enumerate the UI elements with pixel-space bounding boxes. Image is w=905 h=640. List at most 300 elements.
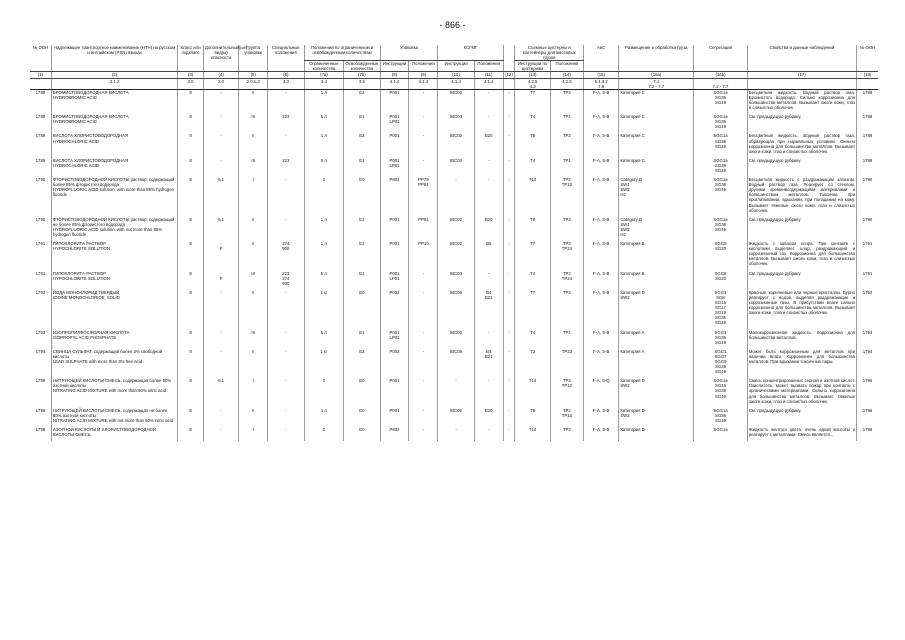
cell-packing-instruction: P002 xyxy=(380,290,409,326)
cell-tank-provision: TP33 xyxy=(550,349,583,374)
cell-un-number: 1790 xyxy=(35,177,46,183)
cell-un-number: 1788 xyxy=(35,114,46,120)
spacer-cell xyxy=(409,437,438,441)
cell-segregation: SGG1a SG36 SG49 xyxy=(694,158,748,173)
column-number-11: (10) xyxy=(438,72,474,78)
cell-ems: F-A, S-B xyxy=(583,114,618,129)
cell-packing-provision: - xyxy=(409,271,438,286)
row-spacer xyxy=(30,437,878,441)
cell-limited-quantity: 0 xyxy=(304,427,344,437)
header-excepted-qty: Освобожденные количества xyxy=(345,61,379,72)
table-row xyxy=(30,114,878,129)
spacer-cell xyxy=(619,437,694,441)
cell-col-12: - xyxy=(503,89,515,110)
table-row xyxy=(30,408,878,423)
spacer-cell xyxy=(694,437,748,441)
cell-limited-quantity: 5 л xyxy=(304,330,344,345)
cell-ibc-provision: - xyxy=(474,378,503,403)
cell-packing-provision: PP10 xyxy=(409,241,438,266)
cell-shipping-name: ИЗОПРОПИЛФОСФОРНАЯ КИСЛОТА ISOPROPYL ACID PHOSPHATE xyxy=(51,330,177,345)
cell-special-provisions: - xyxy=(268,89,304,110)
cell-packing-provision: - xyxy=(409,330,438,345)
header-limited-excepted: Положения по ограниченным и освобожденным количествам xyxy=(304,45,380,61)
cell-tank-provision: TP2 TP13 xyxy=(550,177,583,213)
cell-excepted-quantity: E2 xyxy=(344,241,380,266)
header-packaging: Упаковка xyxy=(380,45,438,61)
cell-shipping-name: НИТРУЮЩЕЙ КИСЛОТЫ СМЕСЬ, содержащая не более 50% азотной кислоты NITRATING ACID MIXTURE with not more than 50% nitric acid xyxy=(51,408,177,423)
cell-subsidiary-hazard: - xyxy=(203,133,238,153)
cell-un-number-right: 1791 xyxy=(856,241,878,266)
spacer-cell xyxy=(438,437,474,441)
cell-properties: Может быть коррозионным для металлов при наличии влаги. Коррозионен для большинства металлов. При вдыхании токсичные пары. xyxy=(747,349,856,374)
spacer-cell xyxy=(583,437,618,441)
table-row xyxy=(30,427,878,437)
reference-top-12: 4.1.4 xyxy=(474,78,503,84)
cell-packing-provision: - xyxy=(409,408,438,423)
cell-un-number: 1798 xyxy=(35,427,46,432)
cell-properties: См. предыдущую рубрику. xyxy=(747,158,856,173)
header-subsidiary-hazard: Дополнительный(ые) вид(ы) опасности xyxy=(203,45,238,72)
cell-ibc-provision: B4 B21 xyxy=(474,349,503,374)
cell-subsidiary-hazard: - P xyxy=(203,271,238,286)
reference-bottom-16: 7.8 xyxy=(583,84,618,90)
cell-packing-instruction: P001 xyxy=(380,217,409,237)
cell-ibc-instruction: IBC03 xyxy=(438,114,474,129)
cell-class: 8 xyxy=(178,427,204,437)
column-number-13: (12) xyxy=(503,72,515,78)
cell-ibc-instruction: IBC08 xyxy=(438,349,474,374)
spacer-cell xyxy=(51,437,177,441)
header-class: Класс или подкласс xyxy=(178,45,204,72)
cell-ems: F-A, S-B xyxy=(583,89,618,110)
table-row xyxy=(30,378,878,403)
cell-limited-quantity: 1 кг xyxy=(304,290,344,326)
cell-limited-quantity: 1 л xyxy=(304,217,344,237)
cell-ibc-instruction: - xyxy=(438,378,474,403)
table-body xyxy=(30,89,878,441)
reference-top-11: 4.1.4 xyxy=(438,78,474,84)
cell-limited-quantity: 1 л xyxy=(304,89,344,110)
table-row xyxy=(30,158,878,173)
cell-packing-provision: - xyxy=(409,158,438,173)
spacer-cell xyxy=(550,437,583,441)
reference-top-7: 3.4 xyxy=(304,78,344,84)
cell-packing-instruction: P001 xyxy=(380,241,409,266)
table-row xyxy=(30,271,878,286)
column-number-14: (13) xyxy=(515,72,550,78)
spacer-cell xyxy=(380,437,409,441)
cell-subsidiary-hazard: 6.1 xyxy=(203,217,238,237)
cell-stowage: Категория A xyxy=(619,330,694,345)
cell-col-12: - xyxy=(503,427,515,437)
column-number-6: (6) xyxy=(268,72,304,78)
cell-ibc-provision: B4 B21 xyxy=(474,290,503,326)
cell-un-number-right: 1796 xyxy=(856,408,878,423)
cell-ibc-instruction: IBC03 xyxy=(438,271,474,286)
cell-packing-instruction: P001 xyxy=(380,133,409,153)
cell-tank-instruction: T4 xyxy=(515,114,550,129)
cell-segregation: SGG8 SG20 xyxy=(694,241,748,266)
cell-subsidiary-hazard: 5.1 xyxy=(203,378,238,403)
cell-un-number-right: 1798 xyxy=(856,427,878,437)
cell-ibc-instruction: IBC02 xyxy=(438,217,474,237)
cell-ems: F-A, S-B xyxy=(583,330,618,345)
cell-packing-group: III xyxy=(239,330,268,345)
reference-top-8: 3.5 xyxy=(344,78,380,84)
cell-col-12: - xyxy=(503,133,515,153)
cell-segregation: SGG1a SG16 SG36 SG49 xyxy=(694,378,748,403)
cell-excepted-quantity: E2 xyxy=(344,349,380,374)
cell-tank-provision: TP2 xyxy=(550,133,583,153)
cell-subsidiary-hazard: - xyxy=(203,89,238,110)
cell-ibc-provision: - xyxy=(474,330,503,345)
spacer-cell xyxy=(515,437,550,441)
cell-tank-provision: TP1 xyxy=(550,158,583,173)
cell-tank-provision: TP2 xyxy=(550,290,583,326)
cell-segregation: SGG1 SG36 SG49 xyxy=(694,330,748,345)
cell-subsidiary-hazard: - xyxy=(203,290,238,326)
cell-un-number-right: 1789 xyxy=(856,133,878,153)
spacer-cell xyxy=(304,437,344,441)
cell-ems: F-A, S-B xyxy=(583,241,618,266)
cell-ems: F-A, S-B xyxy=(583,217,618,237)
cell-ibc-provision: - xyxy=(474,427,503,437)
cell-packing-group: II xyxy=(239,89,268,110)
cell-subsidiary-hazard: - xyxy=(203,330,238,345)
cell-packing-instruction: P001 xyxy=(380,408,409,423)
cell-ems: F-A, S-B xyxy=(583,177,618,213)
header-packing-group: Группа упаковки xyxy=(239,45,268,72)
cell-ems: F-A, S-B xyxy=(583,408,618,423)
cell-limited-quantity: 0 xyxy=(304,378,344,403)
cell-excepted-quantity: E1 xyxy=(344,330,380,345)
cell-packing-provision: PP79 PP81 xyxy=(409,177,438,213)
reference-top-9: 4.1.4 xyxy=(380,78,409,84)
header-ibc: КСГМГ xyxy=(438,45,503,61)
cell-ibc-provision: B20 xyxy=(474,408,503,423)
cell-class: 8 xyxy=(178,177,204,213)
cell-tank-instruction: T7 xyxy=(515,241,550,266)
cell-packing-instruction: P001 LP01 xyxy=(380,158,409,173)
cell-tank-instruction: T3 xyxy=(515,349,550,374)
header-un-number: № ООН xyxy=(30,45,51,72)
cell-special-provisions: 223 xyxy=(268,158,304,173)
cell-stowage: Категория C xyxy=(619,89,694,110)
cell-shipping-name: АЗОТНОЙ КИСЛОТЫ И ХЛОРИСТОВОДОРОДНОЙ КИСЛОТЫ СМЕСЬ xyxy=(51,427,177,437)
column-number-10: (9) xyxy=(409,72,438,78)
cell-subsidiary-hazard: - xyxy=(203,427,238,437)
cell-packing-group: III xyxy=(239,158,268,173)
cell-stowage: Категория D xyxy=(619,427,694,437)
cell-ibc-provision: - xyxy=(474,158,503,173)
cell-tank-instruction: T7 xyxy=(515,290,550,326)
cell-un-number-right: 1792 xyxy=(856,290,878,326)
cell-excepted-quantity: E2 xyxy=(344,133,380,153)
cell-tank-instruction: T10 xyxy=(515,427,550,437)
cell-packing-provision: - xyxy=(409,89,438,110)
cell-subsidiary-hazard: - xyxy=(203,114,238,129)
cell-segregation: SGG8 SG20 xyxy=(694,271,748,286)
cell-excepted-quantity: E1 xyxy=(344,158,380,173)
cell-special-provisions: - xyxy=(268,133,304,153)
cell-stowage: Category D SW1 SW2 H2 xyxy=(619,177,694,213)
cell-un-number-right: 1793 xyxy=(856,330,878,345)
cell-ibc-instruction: - xyxy=(438,177,474,213)
cell-col-12: - xyxy=(503,271,515,286)
cell-col-12: - xyxy=(503,217,515,237)
cell-packing-provision: - xyxy=(409,427,438,437)
header-name: Надлежащее транспортное наименование (НТН) на русском и английском (PSN) языках xyxy=(51,45,177,72)
cell-class: 8 xyxy=(178,158,204,173)
column-number-8: (7b) xyxy=(344,72,380,78)
cell-tank-provision: TP2 TP24 xyxy=(550,241,583,266)
header-row-1 xyxy=(30,45,878,61)
cell-packing-provision: - xyxy=(409,133,438,153)
cell-packing-group: III xyxy=(239,271,268,286)
cell-stowage: Категория A xyxy=(619,349,694,374)
cell-packing-provision: PP81 xyxy=(409,217,438,237)
table-row xyxy=(30,89,878,110)
cell-segregation: SGG1a SG36 SG49 xyxy=(694,177,748,213)
cell-ibc-instruction: IBC02 xyxy=(438,408,474,423)
cell-properties: Бесцветная жидкость. Водный раствор газа. Бромистого водорода. Сильно коррозионна для большинства металлов. Вызывает ожоги кожи, глаз и слизистых оболочек. xyxy=(748,89,855,111)
column-number-17: (16a) xyxy=(619,72,694,78)
spacer-cell xyxy=(30,437,51,441)
cell-stowage: Категория B xyxy=(619,241,694,266)
cell-col-12: - xyxy=(503,290,515,326)
cell-special-provisions: - xyxy=(268,349,304,374)
cell-ems: F-A, S-B xyxy=(583,427,618,437)
cell-un-number: 1794 xyxy=(35,348,46,354)
cell-ibc-provision: - xyxy=(474,271,503,286)
table-row xyxy=(30,177,878,213)
cell-segregation: SGG1a SG36 SG49 xyxy=(694,114,748,129)
cell-special-provisions: - xyxy=(268,177,304,213)
column-number-19: (17) xyxy=(747,72,856,78)
cell-un-number: 1790 xyxy=(35,216,46,222)
cell-properties: См. предыдущую рубрику. xyxy=(747,114,856,129)
cell-tank-provision: TP2 TP24 xyxy=(550,271,583,286)
reference-bottom-18: 7.2 - 7.7 xyxy=(694,84,748,90)
cell-special-provisions: - xyxy=(268,290,304,326)
cell-stowage: Category D SW1 SW2 H2 xyxy=(619,217,694,237)
cell-special-provisions: - xyxy=(268,217,304,237)
cell-subsidiary-hazard: 6.1 xyxy=(203,177,238,213)
cell-ems: F-A, S-Q xyxy=(583,378,618,403)
header-col-12 xyxy=(503,45,515,72)
cell-class: 8 xyxy=(178,378,204,403)
cell-limited-quantity: 0 xyxy=(304,177,344,213)
cell-properties: Красные, коричневые или черные кристаллы. Бурно реагирует с водой, выделяя раздражающие и коррозионные газы. В присутствии влаги сильно коррозионна для большинства металлов. Вызывает ожоги кожи, глаз и слизистых оболочек. xyxy=(747,290,856,326)
cell-special-provisions: - xyxy=(268,427,304,437)
table-row xyxy=(30,133,878,153)
cell-properties: Смесь концентрированных серной и азотной кислот. Окислитель, может вызвать пожар при контакте с органическими материалами. Сильно коррозионна для большинства металлов. Вызывает тяжелые ожоги кожи, глаз и слизистых оболочек. xyxy=(748,378,855,404)
cell-shipping-name: КИСЛОТА ХЛОРИСТОВОДОРОДНАЯ HYDROCHLORIC ACID xyxy=(51,133,177,153)
header-special-provisions: Специальные положения xyxy=(268,45,304,72)
cell-tank-provision: TP2 TP13 xyxy=(550,408,583,423)
cell-packing-provision: - xyxy=(409,114,438,129)
cell-ems: F-A, S-B xyxy=(583,290,618,326)
header-segregation: Сегрегация xyxy=(694,45,748,72)
cell-un-number: 1789 xyxy=(35,157,46,163)
cell-packing-group: II xyxy=(239,133,268,153)
cell-un-number: 1796 xyxy=(35,378,46,384)
reference-top-14: 4.2.5 xyxy=(515,78,550,84)
column-number-4: (4) xyxy=(203,72,238,78)
cell-ibc-provision: B20 xyxy=(474,133,503,153)
page-number: - 866 - xyxy=(439,20,466,30)
cell-ibc-instruction: IBC02 xyxy=(438,241,474,266)
cell-packing-group: I xyxy=(239,378,268,403)
cell-tank-instruction: T8 xyxy=(515,217,550,237)
cell-col-12: - xyxy=(503,408,515,423)
spacer-cell xyxy=(474,437,503,441)
cell-subsidiary-hazard: - P xyxy=(203,241,238,266)
cell-un-number: 1796 xyxy=(35,407,46,413)
table-row xyxy=(30,217,878,237)
cell-packing-provision: - xyxy=(409,349,438,374)
cell-stowage: Категория C xyxy=(619,158,694,173)
cell-packing-instruction: P001 xyxy=(380,89,409,110)
cell-tank-provision: TP2 xyxy=(550,89,583,110)
cell-limited-quantity: 1 л xyxy=(304,133,344,153)
column-number-7: (7a) xyxy=(304,72,344,78)
header-stowage: Размещение и обработка груза xyxy=(619,45,694,72)
reference-top-10: 4.1.4 xyxy=(409,78,438,84)
cell-packing-group: II xyxy=(239,217,268,237)
cell-class: 8 xyxy=(178,114,204,129)
cell-col-12: - xyxy=(503,241,515,266)
cell-shipping-name: ФТОРИСТОВОДОРОДНОЙ КИСЛОТЫ раствор, содержащий не более 85% фтористого водорода HYDROFLUORIC ACID solution, with not more than 85% hydrogen fluoride xyxy=(51,217,177,237)
cell-tank-instruction: T4 xyxy=(515,158,550,173)
cell-limited-quantity: 5 л xyxy=(304,271,344,286)
spacer-cell xyxy=(856,437,878,441)
cell-ibc-instruction: - xyxy=(438,427,474,437)
table-row xyxy=(30,290,878,326)
table-row xyxy=(30,349,878,374)
cell-tank-instruction: T4 xyxy=(515,330,550,345)
cell-ibc-instruction: IBC08 xyxy=(438,290,474,326)
reference-top-15: 4.2.5 xyxy=(550,78,583,84)
column-number-2: (2) xyxy=(51,72,177,78)
header-ibc-instructions: Инструкции xyxy=(438,61,474,72)
cell-ems: F-A, S-B xyxy=(583,133,618,153)
cell-class: 8 xyxy=(178,349,204,374)
cell-packing-group: I xyxy=(239,177,268,213)
cell-excepted-quantity: E0 xyxy=(344,378,380,403)
header-ibc-provisions: Положения xyxy=(474,61,503,72)
cell-excepted-quantity: E0 xyxy=(344,290,380,326)
cell-class: 8 xyxy=(178,330,204,345)
column-number-20: (18) xyxy=(856,72,878,78)
cell-shipping-name: ФТОРИСТОВОДОРОДНОЙ КИСЛОТЫ раствор, содержащий более 85% фтористого водорода HYDROFLUORIC ACID solution, with more than 85% hydrogen fluoride xyxy=(51,177,177,213)
cell-special-provisions: - xyxy=(268,378,304,403)
cell-shipping-name: ЙОДА МОНОХЛОРИД ТВЕРДЫЙ IODINE MONOCHLORIDE, SOLID xyxy=(51,290,177,326)
cell-un-number-right: 1791 xyxy=(856,271,878,286)
cell-properties: См. предыдущую рубрику. xyxy=(747,271,856,286)
header-un-number-right: № ООН xyxy=(856,45,878,72)
reference-top-5: 2.0.1.3 xyxy=(239,78,268,84)
cell-ibc-provision: - xyxy=(474,89,503,110)
table-row xyxy=(30,241,878,266)
cell-packing-group: I xyxy=(239,427,268,437)
cell-properties: См. предыдущую рубрику. xyxy=(747,217,856,237)
cell-excepted-quantity: E0 xyxy=(344,408,380,423)
cell-tank-instruction: T7 xyxy=(515,89,550,110)
header-pack-instructions: Инструкции xyxy=(380,61,409,72)
reference-top-17: 7.1 xyxy=(619,78,694,84)
reference-top-3: 2.0 xyxy=(178,78,204,84)
column-number-3: (3) xyxy=(178,72,204,78)
cell-un-number-right: 1789 xyxy=(856,158,878,173)
cell-special-provisions: 223 274 900 xyxy=(268,271,304,286)
cell-tank-provision: TP2 xyxy=(550,217,583,237)
spacer-cell xyxy=(239,437,268,441)
cell-special-provisions: - xyxy=(268,330,304,345)
cell-packing-instruction: P802 xyxy=(380,427,409,437)
cell-shipping-name: ГИПОХЛОРИТА РАСТВОР HYPOCHLORITE SOLUTION xyxy=(51,271,177,286)
spacer-cell xyxy=(344,437,380,441)
column-number-9: (8) xyxy=(380,72,409,78)
cell-packing-provision: - xyxy=(409,378,438,403)
header-tank-provisions: Положения xyxy=(550,61,583,72)
cell-packing-provision: - xyxy=(409,290,438,326)
cell-shipping-name: СВИНЦА СУЛЬФАТ, содержащий более 3% свободной кислоты LEAD SULPHATE with more than 3% free acid xyxy=(51,349,177,374)
reference-bottom-14: 4.3 xyxy=(515,84,550,90)
cell-shipping-name: ГИПОХЛОРИТА РАСТВОР HYPOCHLORITE SOLUTION xyxy=(51,241,177,266)
cell-excepted-quantity: E0 xyxy=(344,427,380,437)
cell-col-12: - xyxy=(503,177,515,213)
cell-un-number-right: 1788 xyxy=(856,114,878,129)
cell-tank-provision: TP2 TP13 xyxy=(550,378,583,403)
cell-stowage: Категория D SW2 xyxy=(619,378,694,403)
cell-stowage: Категория C xyxy=(619,114,694,129)
cell-un-number: 1791 xyxy=(35,270,46,276)
cell-un-number: 1792 xyxy=(35,289,46,295)
header-ems: АвС xyxy=(583,45,618,72)
cell-class: 8 xyxy=(178,271,204,286)
cell-excepted-quantity: E1 xyxy=(344,114,380,129)
cell-tank-instruction: T8 xyxy=(515,408,550,423)
cell-tank-provision: TP1 xyxy=(550,330,583,345)
cell-properties: См. предыдущую рубрику. xyxy=(747,408,856,423)
cell-ems: F-A, S-B xyxy=(583,158,618,173)
cell-packing-group: II xyxy=(239,408,268,423)
cell-packing-instruction: P001 LP01 xyxy=(380,271,409,286)
cell-ibc-provision: B5 xyxy=(474,241,503,266)
cell-un-number-right: 1790 xyxy=(856,177,878,213)
cell-shipping-name: БРОМИСТОВОДОРОДНАЯ КИСЛОТА HYDROBROMIC ACID xyxy=(51,114,177,129)
cell-tank-provision: TP2 xyxy=(550,427,583,437)
cell-subsidiary-hazard: - xyxy=(203,408,238,423)
cell-stowage: Категория D SW2 xyxy=(619,290,694,326)
cell-packing-group: II xyxy=(239,241,268,266)
column-number-12: (11) xyxy=(474,72,503,78)
cell-packing-group: III xyxy=(239,114,268,129)
cell-un-number: 1788 xyxy=(35,89,46,95)
cell-ibc-instruction: IBC02 xyxy=(438,330,474,345)
column-number-5: (5) xyxy=(239,72,268,78)
cell-packing-instruction: P002 xyxy=(380,349,409,374)
cell-stowage: Категория C xyxy=(619,133,694,153)
reference-top-4: 2.0 xyxy=(203,78,238,84)
cell-packing-group: II xyxy=(239,349,268,374)
cell-packing-instruction: P001 LP01 xyxy=(380,114,409,129)
cell-un-number-right: 1794 xyxy=(856,349,878,374)
dangerous-goods-table xyxy=(30,45,878,441)
cell-limited-quantity: 1 л xyxy=(304,408,344,423)
cell-tank-instruction: T8 xyxy=(515,133,550,153)
